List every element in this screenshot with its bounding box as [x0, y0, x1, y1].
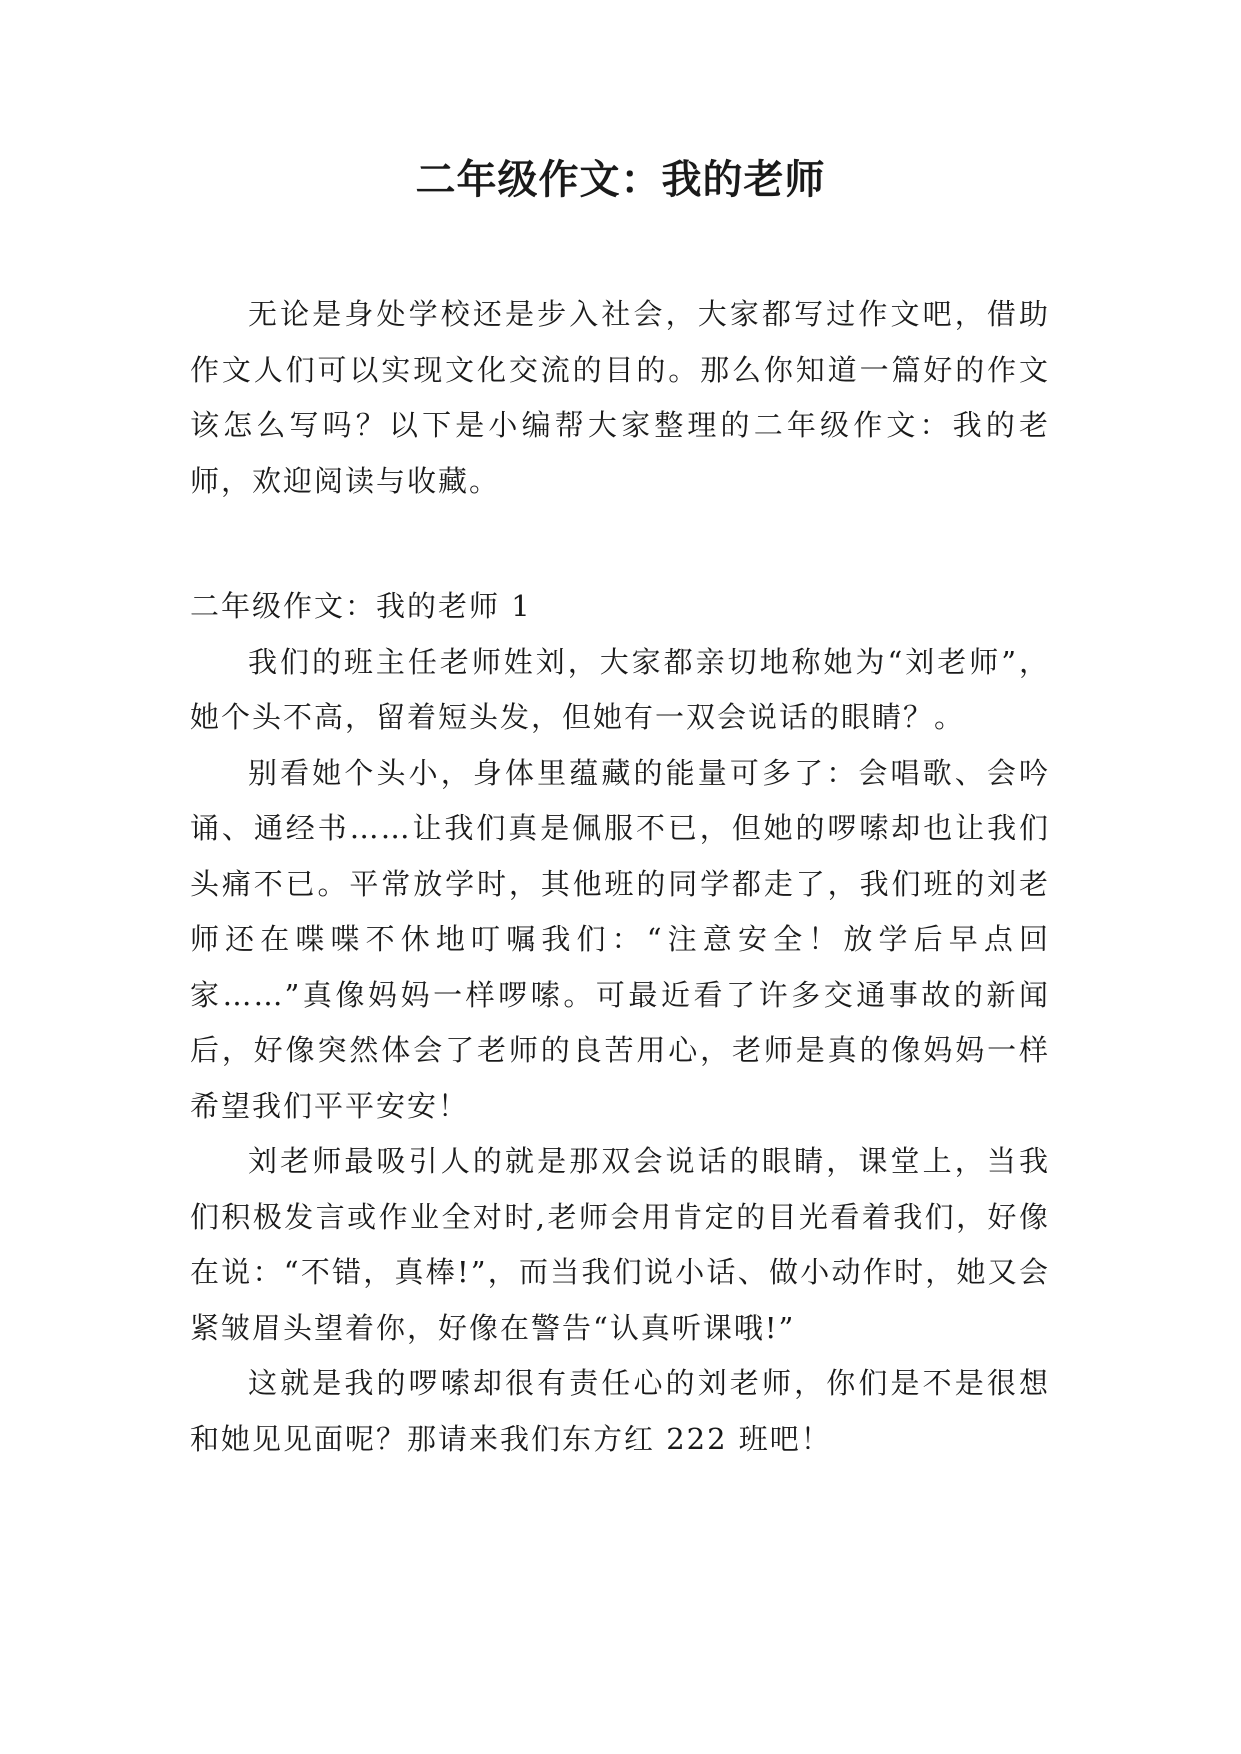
essay-paragraph-3: 刘老师最吸引人的就是那双会说话的眼睛，课堂上，当我们积极发言或作业全对时,老师会用肯定的目光看着我们，好像在说：“不错，真棒!”，而当我们说小话、做小动作时，她又会紧皱眉头望着你，好像在警告“认真听课哦!”: [190, 1144, 1050, 1345]
section-heading: 二年级作文：我的老师 1: [190, 589, 532, 623]
essay-section: [190, 579, 1050, 1467]
essay-paragraph-4: 这就是我的啰嗦却很有责任心的刘老师，你们是不是很想和她见见面呢？那请来我们东方红 222 班吧！: [190, 1366, 1050, 1456]
intro-paragraph: 无论是身处学校还是步入社会，大家都写过作文吧，借助作文人们可以实现文化交流的目的。那么你知道一篇好的作文该怎么写吗？以下是小编帮大家整理的二年级作文：我的老师，欢迎阅读与收藏。: [190, 297, 1050, 498]
intro-block: [190, 287, 1050, 509]
essay-paragraph-1: 我们的班主任老师姓刘，大家都亲切地称她为“刘老师”，她个头不高，留着短头发，但她有一双会说话的眼睛？。: [190, 644, 1050, 734]
essay-paragraph-2: 别看她个头小，身体里蕴藏的能量可多了：会唱歌、会吟诵、通经书……让我们真是佩服不已，但她的啰嗦却也让我们头痛不已。平常放学时，其他班的同学都走了，我们班的刘老师还在喋喋不休地叮嘱我们：“注意安全！放学后早点回家……”真像妈妈一样啰嗦。可最近看了许多交通事故的新闻后，好像突然体会了老师的良苦用心，老师是真的像妈妈一样希望我们平平安安！: [190, 755, 1050, 1123]
page-title: 二年级作文：我的老师: [415, 157, 826, 203]
